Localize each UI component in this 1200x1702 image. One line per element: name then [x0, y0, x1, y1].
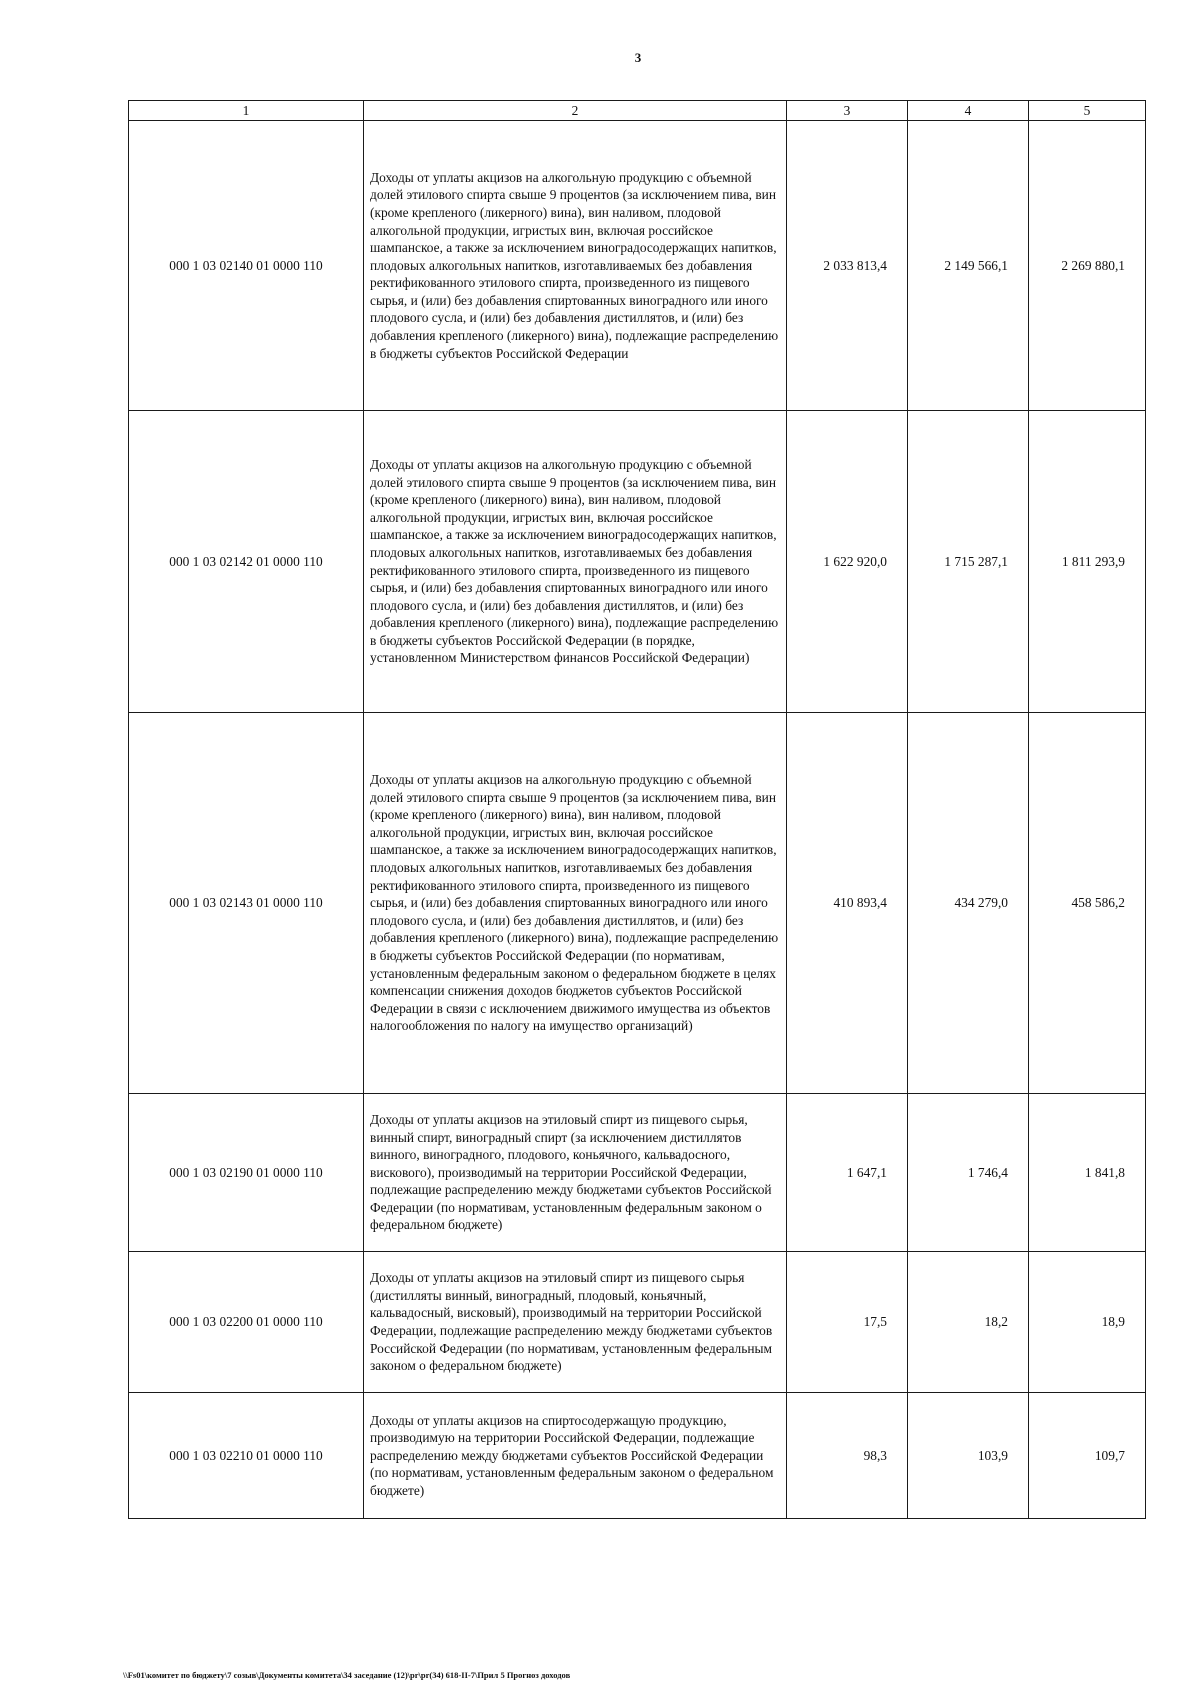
table-row — [129, 1252, 1146, 1393]
value-year-3-cell: 1 811 293,9 — [1029, 411, 1146, 713]
value-year-1-cell: 410 893,4 — [787, 713, 908, 1094]
table-row — [129, 121, 1146, 411]
column-header-year-2: 4 — [908, 101, 1029, 121]
column-header-year-3: 5 — [1029, 101, 1146, 121]
budget-code-cell: 000 1 03 02210 01 0000 110 — [129, 1393, 364, 1519]
budget-code-cell: 000 1 03 02142 01 0000 110 — [129, 411, 364, 713]
value-year-3-cell: 109,7 — [1029, 1393, 1146, 1519]
budget-code-cell: 000 1 03 02190 01 0000 110 — [129, 1094, 364, 1252]
budget-code-cell: 000 1 03 02200 01 0000 110 — [129, 1252, 364, 1393]
value-year-3-cell: 1 841,8 — [1029, 1094, 1146, 1252]
column-header-year-1: 3 — [787, 101, 908, 121]
value-year-2-cell: 1 746,4 — [908, 1094, 1029, 1252]
value-year-2-cell: 103,9 — [908, 1393, 1029, 1519]
budget-code-cell: 000 1 03 02143 01 0000 110 — [129, 713, 364, 1094]
value-year-1-cell: 98,3 — [787, 1393, 908, 1519]
budget-code-cell: 000 1 03 02140 01 0000 110 — [129, 121, 364, 411]
value-year-2-cell: 2 149 566,1 — [908, 121, 1029, 411]
value-year-3-cell: 2 269 880,1 — [1029, 121, 1146, 411]
description-cell: Доходы от уплаты акцизов на спиртосодержащую продукцию, производимую на территории Российской Федерации, подлежащие распределению между бюджетами субъектов Российской Федерации (по нормативам, установленным федеральным законом о федеральном бюджете) — [364, 1393, 787, 1519]
table-row — [129, 713, 1146, 1094]
column-header-description: 2 — [364, 101, 787, 121]
value-year-3-cell: 458 586,2 — [1029, 713, 1146, 1094]
table-row — [129, 411, 1146, 713]
value-year-2-cell: 434 279,0 — [908, 713, 1029, 1094]
column-header-code: 1 — [129, 101, 364, 121]
value-year-2-cell: 18,2 — [908, 1252, 1029, 1393]
description-cell: Доходы от уплаты акцизов на алкогольную продукцию с объемной долей этилового спирта свыше 9 процентов (за исключением пива, вин (кроме крепленого (ликерного) вина), вин наливом, плодовой алкогольной продукции, игристых вин, включая российское шампанское, а также за исключением виноградосодержащих напитков, плодовых алкогольных напитков, изготавливаемых без добавления ректификованного этилового спирта, произведенного из пищевого сырья, и (или) без добавления спиртованных виноградного или иного плодового сусла, и (или) без добавления дистиллятов, и (или) без добавления крепленого (ликерного) вина), подлежащие распределению в бюджеты субъектов Российской Федерации (по нормативам, установленным федеральным законом о федеральном бюджете в целях компенсации снижения доходов бюджетов субъектов Российской Федерации в связи с исключением движимого имущества из объектов налогообложения по налогу на имущество организаций) — [364, 713, 787, 1094]
table-row — [129, 1094, 1146, 1252]
value-year-1-cell: 1 647,1 — [787, 1094, 908, 1252]
value-year-1-cell: 1 622 920,0 — [787, 411, 908, 713]
page-number: 3 — [634, 50, 642, 65]
table-row — [129, 1393, 1146, 1519]
table-header-row — [129, 101, 1146, 121]
description-cell: Доходы от уплаты акцизов на этиловый спирт из пищевого сырья (дистилляты винный, виноградный, плодовый, коньячный, кальвадосный, висковый), производимый на территории Российской Федерации, подлежащие распределению между бюджетами субъектов Российской Федерации (по нормативам, установленным федеральным законом о федеральном бюджете) — [364, 1252, 787, 1393]
footer-file-path: \\Fs01\комитет по бюджету\7 созыв\Документы комитета\34 заседание (12)\pr\pr(34) 618-II-7\Прил 5 Прогноз доходов — [123, 1670, 571, 1680]
value-year-2-cell: 1 715 287,1 — [908, 411, 1029, 713]
value-year-1-cell: 17,5 — [787, 1252, 908, 1393]
description-cell: Доходы от уплаты акцизов на этиловый спирт из пищевого сырья, винный спирт, виноградный спирт (за исключением дистиллятов винного, виноградного, плодового, коньячного, кальвадосного, вискового), производимый на территории Российской Федерации, подлежащие распределению между бюджетами субъектов Российской Федерации (по нормативам, установленным федеральным законом о федеральном бюджете) — [364, 1094, 787, 1252]
revenue-table — [128, 100, 1146, 1519]
description-cell: Доходы от уплаты акцизов на алкогольную продукцию с объемной долей этилового спирта свыше 9 процентов (за исключением пива, вин (кроме крепленого (ликерного) вина), вин наливом, плодовой алкогольной продукции, игристых вин, включая российское шампанское, а также за исключением виноградосодержащих напитков, плодовых алкогольных напитков, изготавливаемых без добавления ректификованного этилового спирта, произведенного из пищевого сырья, и (или) без добавления спиртованных виноградного или иного плодового сусла, и (или) без добавления дистиллятов, и (или) без добавления крепленого (ликерного) вина), подлежащие распределению в бюджеты субъектов Российской Федерации (в порядке, установленном Министерством финансов Российской Федерации) — [364, 411, 787, 713]
description-cell: Доходы от уплаты акцизов на алкогольную продукцию с объемной долей этилового спирта свыше 9 процентов (за исключением пива, вин (кроме крепленого (ликерного) вина), вин наливом, плодовой алкогольной продукции, игристых вин, включая российское шампанское, а также за исключением виноградосодержащих напитков, плодовых алкогольных напитков, изготавливаемых без добавления ректификованного этилового спирта, произведенного из пищевого сырья, и (или) без добавления спиртованных виноградного или иного плодового сусла, и (или) без добавления дистиллятов, и (или) без добавления крепленого (ликерного) вина), подлежащие распределению в бюджеты субъектов Российской Федерации — [364, 121, 787, 411]
value-year-3-cell: 18,9 — [1029, 1252, 1146, 1393]
value-year-1-cell: 2 033 813,4 — [787, 121, 908, 411]
